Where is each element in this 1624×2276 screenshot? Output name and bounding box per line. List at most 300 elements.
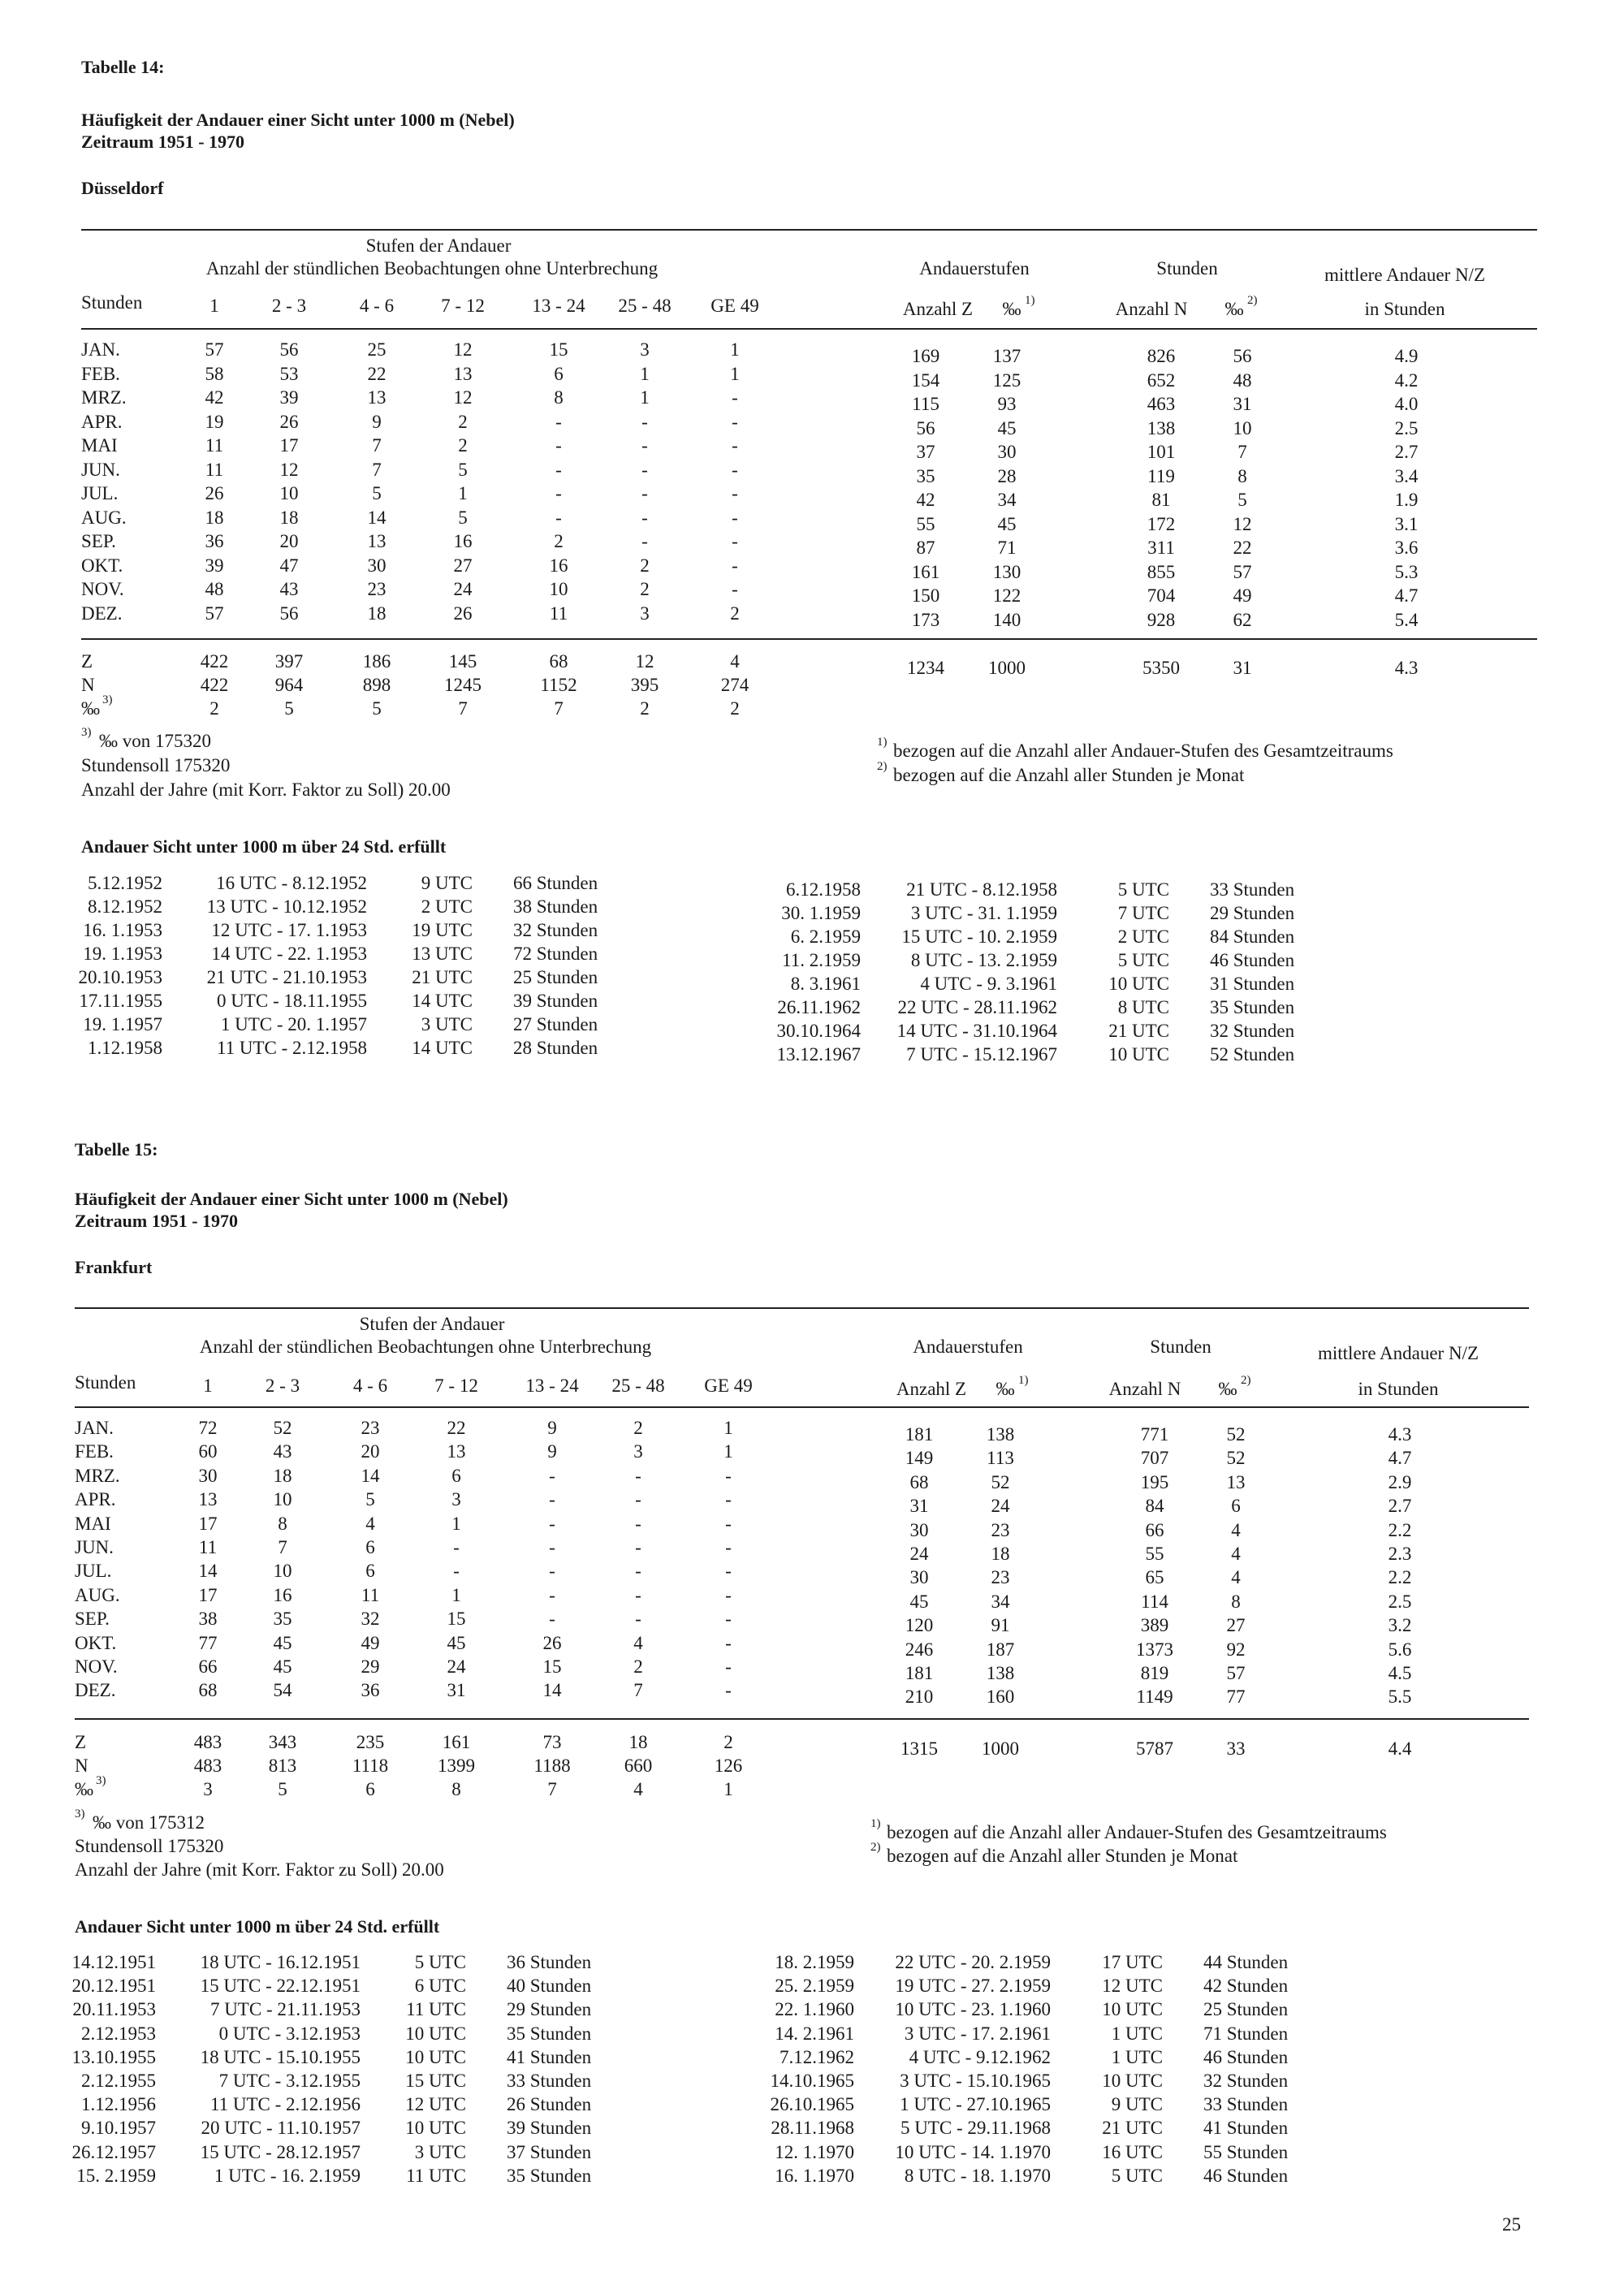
cell-n-permille: 12 xyxy=(1233,513,1252,534)
table-cell: 1 xyxy=(730,339,740,360)
table-cell: - xyxy=(725,1584,732,1605)
table-cell: - xyxy=(725,1489,732,1510)
cell-z: 120 xyxy=(905,1615,934,1636)
cell-z-permille: 130 xyxy=(992,561,1021,582)
table-cell: - xyxy=(732,555,738,576)
table-cell: 6 xyxy=(451,1465,461,1486)
event-left-cell: 20.11.1953 xyxy=(72,1999,156,2020)
event-right-cell: 32 Stunden xyxy=(1210,1021,1295,1041)
header-mittlere: mittlere Andauer N/Z xyxy=(1318,1343,1479,1363)
event-left-cell: 10 UTC xyxy=(405,2118,466,2139)
table-cell: 43 xyxy=(273,1441,292,1462)
table-cell: 20 xyxy=(361,1441,380,1462)
event-left-cell: 0 UTC - 3.12.1953 xyxy=(218,2023,361,2044)
event-left-cell: 27 Stunden xyxy=(513,1014,598,1034)
table-cell: 7 xyxy=(372,435,382,456)
event-left-cell: 10 UTC xyxy=(405,2023,466,2044)
table-cell: 42 xyxy=(205,387,224,408)
note-1-text: bezogen auf die Anzahl aller Andauer-Stufen des Gesamtzeitraums xyxy=(893,741,1393,761)
event-right-cell: 4 UTC - 9.12.1962 xyxy=(909,2046,1051,2067)
table-cell: 18 xyxy=(273,1465,292,1486)
table-cell: - xyxy=(732,459,738,480)
cell-mean: 5.4 xyxy=(1394,609,1419,630)
cell-mean: 4.7 xyxy=(1394,585,1419,606)
summary-cell: 18 xyxy=(628,1732,648,1752)
event-left-cell: 15 UTC xyxy=(405,2071,466,2091)
header-col: 1 xyxy=(203,1376,213,1396)
table-cell: - xyxy=(635,1584,641,1605)
cell-mean: 3.2 xyxy=(1388,1615,1412,1636)
table-cell: - xyxy=(635,1537,641,1557)
month-label: JAN. xyxy=(81,339,120,360)
event-right-cell: 25 Stunden xyxy=(1203,1999,1289,2020)
note-2-text: bezogen auf die Anzahl aller Stunden je Monat xyxy=(887,1846,1238,1866)
table-cell: 3 xyxy=(633,1441,643,1462)
table-cell: - xyxy=(635,1609,641,1630)
event-right-cell: 14. 2.1961 xyxy=(775,2023,854,2044)
event-right-cell: 10 UTC xyxy=(1108,1044,1169,1065)
cell-n-permille: 8 xyxy=(1231,1591,1241,1612)
table-cell: 22 xyxy=(367,363,387,384)
cell-z-permille: 187 xyxy=(986,1639,1015,1660)
summary-z: 1315 xyxy=(901,1738,938,1759)
cell-n-permille: 5 xyxy=(1237,490,1247,510)
event-right-cell: 44 Stunden xyxy=(1203,1952,1289,1972)
table-cell: 1 xyxy=(723,1441,733,1462)
event-left-cell: 2 UTC xyxy=(421,896,473,917)
cell-mean: 4.7 xyxy=(1388,1448,1412,1469)
cell-n-permille: 62 xyxy=(1233,609,1252,630)
cell-n: 704 xyxy=(1147,585,1176,606)
event-left-cell: 3 UTC xyxy=(414,2141,466,2162)
cell-mean: 2.5 xyxy=(1388,1591,1412,1612)
table-cell: - xyxy=(725,1465,732,1486)
event-left-cell: 19. 1.1957 xyxy=(83,1014,162,1034)
table-cell: 3 xyxy=(451,1489,461,1510)
table-cell: 13 xyxy=(447,1441,466,1462)
summary-cell: 6 xyxy=(365,1779,375,1799)
cell-mean: 3.6 xyxy=(1394,538,1419,558)
header-stufen: Stufen der Andauer xyxy=(359,1314,505,1334)
table-cell: - xyxy=(555,435,562,456)
event-left-cell: 15 UTC - 22.12.1951 xyxy=(200,1976,361,1997)
event-right-cell: 10 UTC xyxy=(1108,974,1169,994)
summary-cell: 343 xyxy=(268,1732,297,1752)
summary-cell: 5 xyxy=(278,1779,287,1799)
table-cell: 1 xyxy=(730,363,740,384)
header-mittlere: mittlere Andauer N/Z xyxy=(1324,265,1485,285)
table-cell: 5 xyxy=(372,483,382,503)
event-right-cell: 26.11.1962 xyxy=(777,997,861,1017)
top-rule xyxy=(75,1307,1529,1309)
summary-cell: 161 xyxy=(442,1732,471,1752)
event-left-cell: 11 UTC xyxy=(406,1999,466,2020)
table-cell: 54 xyxy=(273,1680,292,1701)
summary-cell: 660 xyxy=(624,1756,653,1776)
cell-n-permille: 48 xyxy=(1233,369,1252,391)
station-name: Düsseldorf xyxy=(81,178,164,198)
table-cell: - xyxy=(725,1513,732,1534)
table-cell: 2 xyxy=(458,411,468,432)
table-cell: - xyxy=(641,483,648,503)
summary-cell: 5 xyxy=(372,698,382,719)
event-left-cell: 21 UTC xyxy=(412,967,473,987)
table-cell: 14 xyxy=(367,507,387,528)
event-left-cell: 12 UTC - 17. 1.1953 xyxy=(211,920,367,940)
event-right-cell: 5 UTC - 29.11.1968 xyxy=(900,2118,1051,2139)
summary-label: N xyxy=(75,1756,89,1776)
event-right-cell: 22. 1.1960 xyxy=(775,1999,854,2020)
table-cell: 35 xyxy=(273,1609,292,1630)
table-cell: 39 xyxy=(279,387,299,408)
month-label: OKT. xyxy=(81,555,123,576)
table-cell: 1 xyxy=(451,1513,461,1534)
note-anzahl-jahre: Anzahl der Jahre (mit Korr. Faktor zu Soll) 20.00 xyxy=(75,1859,444,1880)
summary-cell: 12 xyxy=(635,651,654,672)
table-cell: 2 xyxy=(640,579,650,599)
note-permille-base: ‰ von 175312 xyxy=(93,1812,205,1833)
cell-mean: 3.4 xyxy=(1394,465,1419,486)
cell-z: 87 xyxy=(916,538,935,558)
table-cell: 38 xyxy=(198,1609,218,1630)
table-cell: 13 xyxy=(367,531,387,551)
cell-mean: 4.0 xyxy=(1394,394,1419,414)
event-left-cell: 33 Stunden xyxy=(507,2071,592,2091)
table-cell: - xyxy=(732,483,738,503)
table-cell: - xyxy=(549,1609,555,1630)
table-cell: - xyxy=(725,1656,732,1677)
cell-mean: 2.2 xyxy=(1388,1519,1412,1540)
event-right-cell: 8 UTC xyxy=(1117,997,1169,1017)
table-cell: 15 xyxy=(549,339,568,360)
summary-cell: 1152 xyxy=(540,675,577,695)
event-left-cell: 19 UTC xyxy=(412,920,473,940)
table-cell: 4 xyxy=(633,1632,643,1653)
cell-n-permille: 57 xyxy=(1233,561,1252,582)
cell-mean: 4.2 xyxy=(1394,369,1419,391)
table-cell: 49 xyxy=(361,1632,380,1653)
event-right-cell: 16. 1.1970 xyxy=(775,2165,854,2186)
cell-z-permille: 93 xyxy=(997,394,1017,414)
cell-mean: 2.9 xyxy=(1388,1471,1412,1492)
header-in-stunden: in Stunden xyxy=(1364,299,1445,319)
month-label: OKT. xyxy=(75,1632,117,1653)
event-left-cell: 14 UTC xyxy=(412,991,473,1011)
table-cell: 1 xyxy=(640,363,650,384)
cell-n: 66 xyxy=(1145,1519,1164,1540)
table-cell: 36 xyxy=(205,531,224,551)
month-label: JUL. xyxy=(75,1561,112,1582)
cell-z-permille: 45 xyxy=(997,513,1017,534)
header-col: 4 - 6 xyxy=(359,296,395,316)
station-name: Frankfurt xyxy=(75,1257,153,1277)
event-left-cell: 1.12.1958 xyxy=(88,1038,162,1058)
summary-cell: 4 xyxy=(633,1779,643,1799)
cell-n: 463 xyxy=(1147,394,1176,414)
event-left-cell: 2.12.1953 xyxy=(81,2023,156,2044)
event-right-cell: 41 Stunden xyxy=(1203,2118,1289,2139)
event-left-cell: 2.12.1955 xyxy=(81,2071,156,2091)
table-cell: 15 xyxy=(447,1609,466,1630)
summary-cell: 2 xyxy=(640,698,650,719)
cell-z: 149 xyxy=(905,1448,934,1469)
table-cell: 11 xyxy=(549,602,568,624)
table-cell: - xyxy=(732,531,738,551)
table-cell: 23 xyxy=(361,1418,380,1438)
table-cell: 10 xyxy=(279,483,299,503)
cell-n: 389 xyxy=(1140,1615,1169,1636)
month-label: FEB. xyxy=(75,1441,114,1462)
table-cell: 66 xyxy=(198,1656,218,1677)
cell-n: 652 xyxy=(1147,369,1176,391)
cell-n: 119 xyxy=(1147,465,1175,486)
cell-n: 65 xyxy=(1145,1567,1164,1588)
cell-n-permille: 13 xyxy=(1226,1471,1246,1492)
cell-mean: 2.5 xyxy=(1394,417,1419,438)
event-left-cell: 14 UTC xyxy=(412,1038,473,1058)
table-cell: 68 xyxy=(198,1680,218,1701)
month-label: NOV. xyxy=(75,1656,118,1677)
summary-cell: 1245 xyxy=(444,675,482,695)
cell-z-permille: 125 xyxy=(992,369,1021,391)
header-andauerstufen: Andauerstufen xyxy=(913,1337,1023,1357)
cell-n-permille: 4 xyxy=(1231,1519,1241,1540)
event-left-cell: 13 UTC xyxy=(412,944,473,964)
summary-z: 1234 xyxy=(907,658,944,678)
header-col: 2 - 3 xyxy=(271,296,307,316)
table-cell: 36 xyxy=(361,1680,380,1701)
event-left-cell: 11 UTC - 2.12.1958 xyxy=(216,1038,367,1058)
cell-n: 172 xyxy=(1147,513,1176,534)
table-cell: 8 xyxy=(278,1513,287,1534)
cell-z-permille: 71 xyxy=(997,538,1017,558)
header-in-stunden: in Stunden xyxy=(1358,1379,1439,1399)
cell-n: 114 xyxy=(1141,1591,1168,1612)
month-label: DEZ. xyxy=(75,1680,116,1701)
table-cell: - xyxy=(732,579,738,599)
event-left-cell: 36 Stunden xyxy=(507,1952,592,1972)
table-cell: - xyxy=(732,507,738,528)
event-left-cell: 16 UTC - 8.12.1952 xyxy=(216,873,367,893)
cell-n-permille: 77 xyxy=(1226,1686,1246,1708)
table-cell: 14 xyxy=(198,1561,218,1582)
event-right-cell: 25. 2.1959 xyxy=(775,1976,854,1997)
table-cell: 6 xyxy=(365,1561,375,1582)
event-right-cell: 16 UTC xyxy=(1102,2141,1163,2162)
event-right-cell: 10 UTC - 14. 1.1970 xyxy=(895,2141,1051,2162)
cell-n: 311 xyxy=(1147,538,1175,558)
cell-z: 154 xyxy=(911,369,940,391)
table-cell: 45 xyxy=(447,1632,466,1653)
cell-z: 246 xyxy=(905,1639,934,1660)
event-right-cell: 46 Stunden xyxy=(1203,2046,1289,2067)
table-cell: 45 xyxy=(273,1656,292,1677)
event-left-cell: 35 Stunden xyxy=(507,2023,592,2044)
events-title: Andauer Sicht unter 1000 m über 24 Std. erfüllt xyxy=(75,1916,440,1937)
event-right-cell: 32 Stunden xyxy=(1203,2071,1289,2091)
event-right-cell: 42 Stunden xyxy=(1203,1976,1289,1997)
event-left-cell: 72 Stunden xyxy=(513,944,598,964)
summary-cell: 4 xyxy=(730,651,740,672)
table-cell: 11 xyxy=(361,1584,380,1605)
event-right-cell: 71 Stunden xyxy=(1203,2023,1289,2044)
note-sup-1: 1) xyxy=(870,1817,881,1830)
table-cell: - xyxy=(549,1584,555,1605)
table-cell: 11 xyxy=(198,1537,218,1557)
table-cell: - xyxy=(641,507,648,528)
event-right-cell: 1 UTC - 27.10.1965 xyxy=(900,2094,1051,2115)
summary-label: Z xyxy=(81,651,93,672)
summary-cell: 145 xyxy=(448,651,477,672)
event-right-cell: 5 UTC xyxy=(1117,879,1169,900)
cell-z-permille: 23 xyxy=(991,1567,1010,1588)
table-cell: 30 xyxy=(198,1465,218,1486)
event-left-cell: 7 UTC - 3.12.1955 xyxy=(218,2071,361,2091)
header-stunden: Stunden xyxy=(81,292,143,313)
table-cell: - xyxy=(725,1609,732,1630)
event-right-cell: 22 UTC - 28.11.1962 xyxy=(897,997,1057,1017)
cell-n-permille: 92 xyxy=(1226,1639,1246,1660)
table-cell: 18 xyxy=(279,507,299,528)
body-rule xyxy=(75,1718,1529,1720)
summary-cell: 1188 xyxy=(533,1756,571,1776)
event-right-cell: 46 Stunden xyxy=(1203,2165,1289,2186)
table-cell: - xyxy=(635,1489,641,1510)
cell-mean: 2.3 xyxy=(1388,1544,1412,1564)
header-col: GE 49 xyxy=(710,296,759,316)
event-right-cell: 3 UTC - 15.10.1965 xyxy=(900,2071,1051,2091)
cell-mean: 2.7 xyxy=(1388,1496,1412,1517)
cell-z: 115 xyxy=(912,394,939,414)
table-cell: - xyxy=(555,459,562,480)
table-cell: 13 xyxy=(453,363,473,384)
summary-cell: 1118 xyxy=(352,1756,389,1776)
month-label: SEP. xyxy=(81,531,116,551)
event-left-cell: 15 UTC - 28.12.1957 xyxy=(200,2141,361,2162)
cell-n: 1149 xyxy=(1136,1686,1173,1708)
event-left-cell: 13.10.1955 xyxy=(71,2046,156,2067)
header-col: 25 - 48 xyxy=(611,1376,665,1396)
header-col: 7 - 12 xyxy=(441,296,485,316)
summary-label: ‰ xyxy=(81,698,100,719)
event-right-cell: 33 Stunden xyxy=(1203,2094,1289,2115)
note-sup-1: 1) xyxy=(877,736,888,749)
event-right-cell: 21 UTC - 8.12.1958 xyxy=(906,879,1057,900)
event-right-cell: 5 UTC xyxy=(1117,950,1169,970)
cell-mean: 2.7 xyxy=(1394,442,1419,462)
table-cell: - xyxy=(725,1680,732,1701)
cell-z: 210 xyxy=(905,1686,934,1708)
table-cell: 3 xyxy=(640,602,650,624)
event-right-cell: 3 UTC - 17. 2.1961 xyxy=(904,2023,1051,2044)
table-cell: 16 xyxy=(549,555,568,576)
month-label: MRZ. xyxy=(81,387,127,408)
table-cell: 2 xyxy=(633,1656,643,1677)
event-left-cell: 9 UTC xyxy=(421,873,473,893)
table-cell: 14 xyxy=(542,1680,562,1701)
header-stunden-2: Stunden xyxy=(1150,1337,1212,1357)
event-right-cell: 10 UTC xyxy=(1102,1999,1163,2020)
summary-cell: 235 xyxy=(356,1732,385,1752)
table-cell: - xyxy=(641,459,648,480)
event-left-cell: 8.12.1952 xyxy=(88,896,162,917)
header-anzahl-n: Anzahl N xyxy=(1115,299,1188,319)
summary-cell: 3 xyxy=(203,1779,213,1799)
summary-n: 5787 xyxy=(1136,1738,1173,1759)
cell-n-permille: 56 xyxy=(1233,346,1252,366)
summary-cell: 126 xyxy=(714,1756,743,1776)
month-label: FEB. xyxy=(81,363,120,384)
cell-n: 138 xyxy=(1147,417,1176,438)
table-cell: 57 xyxy=(205,602,224,624)
table-cell: 5 xyxy=(458,507,468,528)
cell-z-permille: 34 xyxy=(991,1591,1010,1612)
cell-n-permille: 22 xyxy=(1233,538,1252,558)
cell-z: 45 xyxy=(909,1591,929,1612)
cell-n-permille: 4 xyxy=(1231,1567,1241,1588)
header-col: GE 49 xyxy=(704,1376,753,1396)
event-left-cell: 17.11.1955 xyxy=(79,991,162,1011)
summary-cell: 2 xyxy=(730,698,740,719)
table-cell: 20 xyxy=(279,531,299,551)
cell-z: 30 xyxy=(909,1519,929,1540)
event-left-cell: 39 Stunden xyxy=(507,2118,592,2139)
event-right-cell: 1 UTC xyxy=(1111,2023,1163,2044)
table-cell: 24 xyxy=(447,1656,466,1677)
header-sup-1: 1) xyxy=(1018,1374,1029,1387)
event-left-cell: 25 Stunden xyxy=(513,967,598,987)
event-right-cell: 8 UTC - 13. 2.1959 xyxy=(910,950,1057,970)
summary-cell: 422 xyxy=(200,651,229,672)
event-right-cell: 46 Stunden xyxy=(1210,950,1295,970)
header-permille-1: ‰ xyxy=(1002,299,1021,319)
table-period: Zeitraum 1951 - 1970 xyxy=(81,132,245,152)
summary-mean: 4.4 xyxy=(1388,1738,1412,1759)
summary-cell: 8 xyxy=(451,1779,461,1799)
month-label: JUL. xyxy=(81,483,119,503)
table-cell: 6 xyxy=(554,363,564,384)
event-right-cell: 28.11.1968 xyxy=(771,2118,854,2139)
event-right-cell: 21 UTC xyxy=(1108,1021,1169,1041)
event-right-cell: 5 UTC xyxy=(1111,2165,1163,2186)
event-right-cell: 22 UTC - 20. 2.1959 xyxy=(895,1952,1051,1972)
header-anzahl: Anzahl der stündlichen Beobachtungen ohne Unterbrechung xyxy=(199,1337,652,1357)
summary-cell: 7 xyxy=(547,1779,557,1799)
table-cell: - xyxy=(732,387,738,408)
table-cell: 13 xyxy=(367,387,387,408)
event-left-cell: 26.12.1957 xyxy=(71,2141,156,2162)
cell-mean: 5.6 xyxy=(1388,1639,1412,1660)
note-2-text: bezogen auf die Anzahl aller Stunden je Monat xyxy=(893,765,1245,785)
summary-cell: 422 xyxy=(200,675,229,695)
month-label: MAI xyxy=(81,435,118,456)
table-cell: 17 xyxy=(279,435,299,456)
cell-z: 42 xyxy=(916,490,935,510)
table-cell: 1 xyxy=(640,387,650,408)
cell-z: 181 xyxy=(905,1424,934,1445)
table-cell: 5 xyxy=(458,459,468,480)
table-cell: 2 xyxy=(633,1418,643,1438)
table-cell: 43 xyxy=(279,579,299,599)
table-cell: 60 xyxy=(198,1441,218,1462)
table-cell: 27 xyxy=(453,555,473,576)
table-cell: 52 xyxy=(273,1418,292,1438)
cell-mean: 2.2 xyxy=(1388,1567,1412,1588)
event-right-cell: 21 UTC xyxy=(1102,2118,1163,2139)
header-stufen: Stufen der Andauer xyxy=(365,235,512,256)
header-sup-1: 1) xyxy=(1025,294,1035,307)
table-cell: 56 xyxy=(279,339,299,360)
